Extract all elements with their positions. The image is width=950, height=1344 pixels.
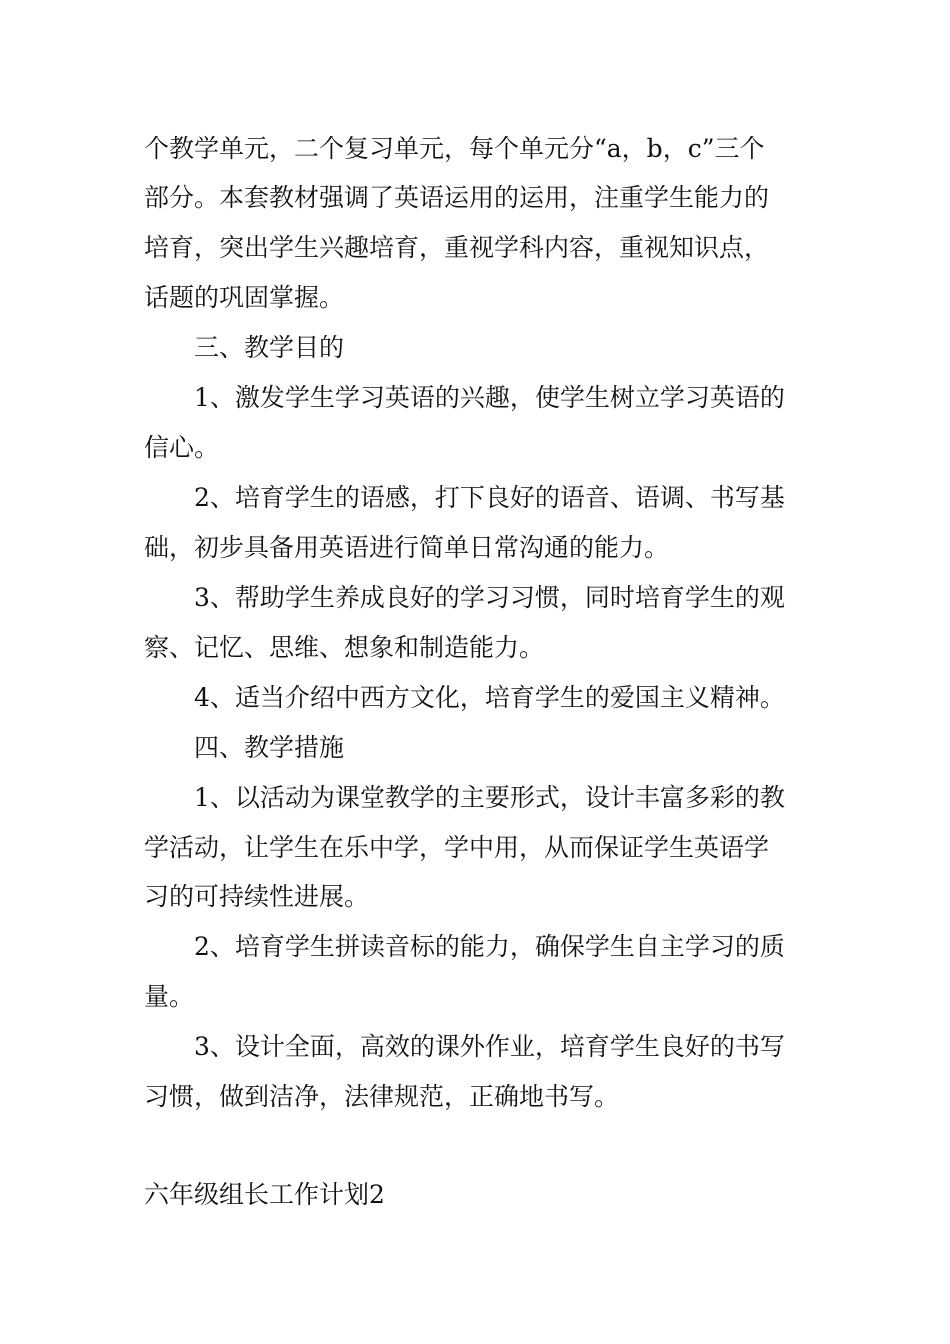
section-heading-teaching-measures: 四、教学措施 xyxy=(194,733,345,762)
measure-1-line-3: 习的可持续性进展。 xyxy=(144,882,370,911)
measure-3-line-2: 习惯，做到洁净，法律规范，正确地书写。 xyxy=(144,1082,620,1111)
goal-4-line-1: 4、适当介绍中西方文化，培育学生的爱国主义精神。 xyxy=(194,683,785,712)
section-heading-teaching-goals: 三、教学目的 xyxy=(194,333,345,362)
goal-2-line-1: 2、培育学生的语感，打下良好的语音、语调、书写基 xyxy=(194,483,785,512)
intro-line-3: 培育，突出学生兴趣培育，重视学科内容，重视知识点， xyxy=(144,233,770,262)
intro-line-2: 部分。本套教材强调了英语运用的运用，注重学生能力的 xyxy=(144,183,770,212)
goal-3-line-1: 3、帮助学生养成良好的学习习惯，同时培育学生的观 xyxy=(194,583,785,612)
intro-line-1: 个教学单元，二个复习单元，每个单元分“a，b，c”三个 xyxy=(144,134,765,163)
measure-3-line-1: 3、设计全面，高效的课外作业，培育学生良好的书写 xyxy=(194,1032,785,1061)
goal-1-line-2: 信心。 xyxy=(144,433,220,462)
goal-3-line-2: 察、记忆、思维、想象和制造能力。 xyxy=(144,633,545,662)
goal-1-line-1: 1、激发学生学习英语的兴趣，使学生树立学习英语的 xyxy=(194,383,785,412)
goal-2-line-2: 础，初步具备用英语进行简单日常沟通的能力。 xyxy=(144,533,670,562)
measure-1-line-2: 学活动，让学生在乐中学，学中用，从而保证学生英语学 xyxy=(144,833,770,862)
measure-1-line-1: 1、以活动为课堂教学的主要形式，设计丰富多彩的教 xyxy=(194,783,785,812)
intro-line-4: 话题的巩固掌握。 xyxy=(144,283,345,312)
measure-2-line-2: 量。 xyxy=(144,982,195,1011)
next-plan-title: 六年级组长工作计划2 xyxy=(144,1180,385,1209)
measure-2-line-1: 2、培育学生拼读音标的能力，确保学生自主学习的质 xyxy=(194,932,785,961)
